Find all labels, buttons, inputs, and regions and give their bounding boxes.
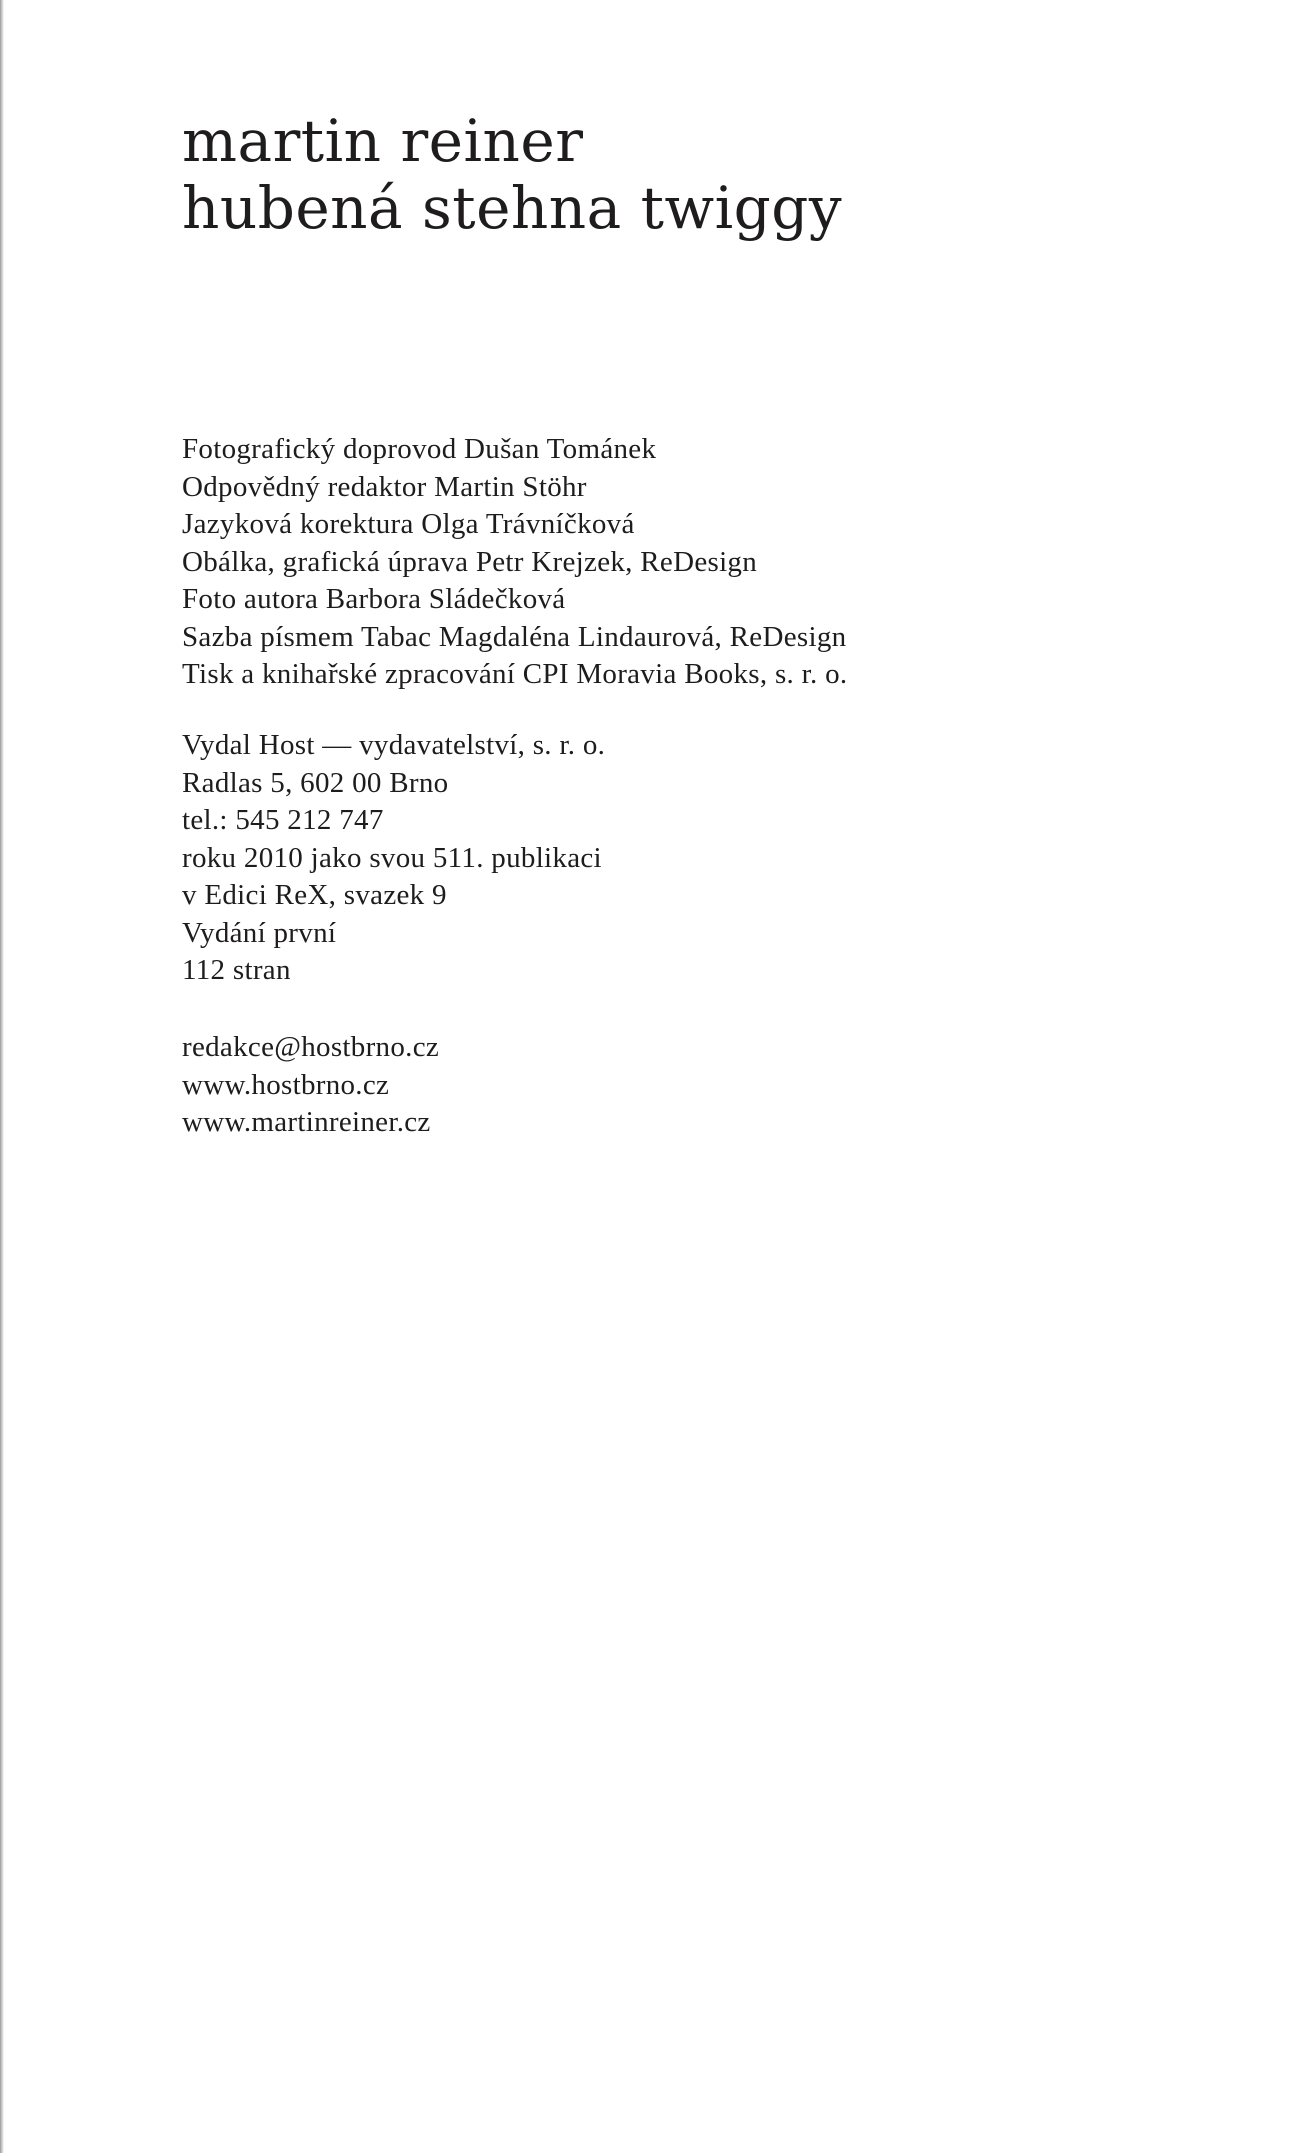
credit-line: Fotografický doprovod Dušan Tománek [182,433,657,465]
title-block [182,108,842,242]
publisher-line: tel.: 545 212 747 [182,804,384,836]
publisher-line: Vydal Host — vydavatelství, s. r. o. [182,729,606,761]
credit-line: Foto autora Barbora Sládečková [182,583,566,615]
publisher-line: 112 stran [182,954,291,986]
credit-line: Obálka, grafická úprava Petr Krejzek, ReDesign [182,545,758,578]
publisher-website: www.hostbrno.cz [182,1068,390,1101]
contacts-list [182,1029,439,1142]
page-edge [0,0,4,2153]
credit-line: Tisk a knihařské zpracování CPI Moravia Books, s. r. o. [182,658,848,690]
email-address: redakce@hostbrno.cz [182,1031,440,1063]
author-name: martin reiner [182,107,584,175]
publisher-line: Radlas 5, 602 00 Brno [182,766,449,799]
credit-line: Sazba písmem Tabac Magdaléna Lindaurová, ReDesign [182,620,847,653]
book-title: hubená stehna twiggy [182,174,843,242]
publisher-line: Vydání první [182,916,337,949]
credit-line: Jazyková korektura Olga Trávníčková [182,508,635,540]
publisher-info [182,727,605,990]
credit-line: Odpovědný redaktor Martin Stöhr [182,470,587,503]
publisher-line: v Edici ReX, svazek 9 [182,879,447,911]
credits-list [182,431,847,694]
publisher-line: roku 2010 jako svou 511. publikaci [182,841,602,874]
author-website: www.martinreiner.cz [182,1106,431,1138]
